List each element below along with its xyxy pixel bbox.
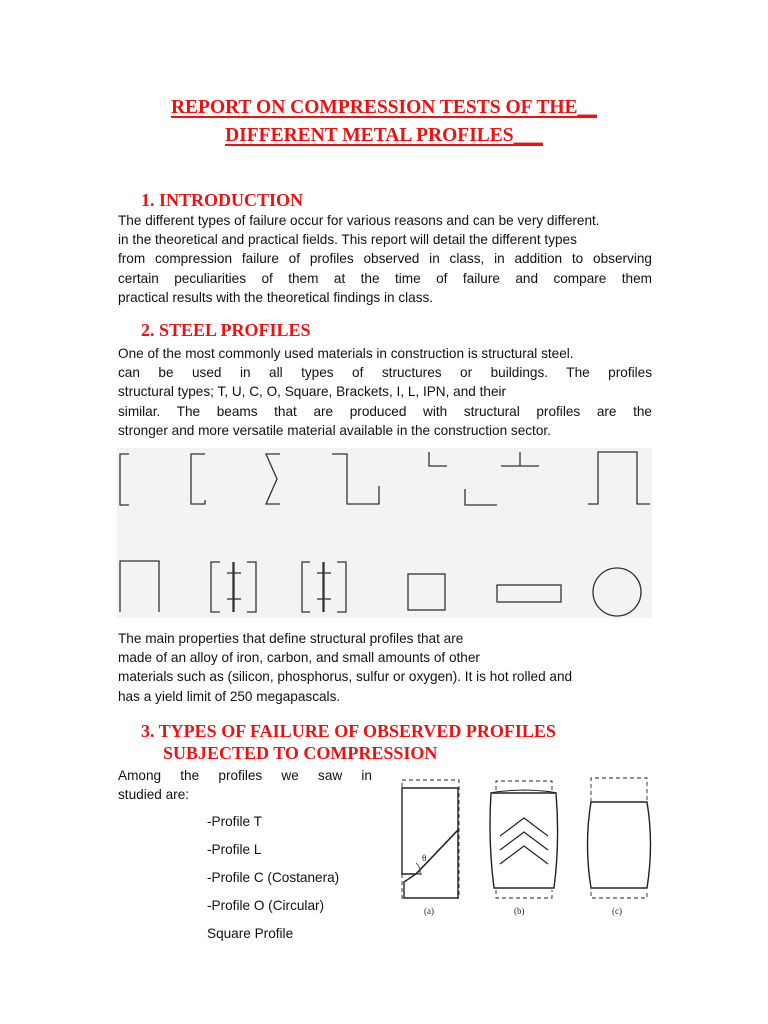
square-profile-shape [408,574,445,610]
paragraph-line: has a yield limit of 250 megapascals. [118,688,341,704]
section-heading-steel-profiles: 2. STEEL PROFILES [141,320,311,340]
profile-shapes-figure [117,448,652,618]
angle-profile-shape [465,489,497,505]
paragraph-line: The main properties that define structural profiles that are [118,631,464,646]
profiles-list [207,812,339,952]
heading-line: SUBJECTED TO COMPRESSION [163,743,438,763]
l-profile-shape [429,452,447,466]
paragraph-line: materials such as (silicon, phosphorus, sulfur or oxygen). It is hot rolled and [118,669,573,685]
z-profile-shape [332,454,379,504]
failure-mode-a-drawing [402,780,459,898]
double-c-profile-shape-d [323,562,346,612]
steel-profiles-paragraph [118,344,652,440]
sigma-profile-shape [266,454,280,504]
failure-mode-b-drawing [490,781,558,898]
caption-b: (b) [514,906,525,916]
introduction-paragraph [118,211,652,307]
title-line-1: REPORT ON COMPRESSION TESTS OF THE [170,97,578,118]
paragraph-line: stronger and more versatile material available in the construction sector. [118,422,551,438]
section-heading-failure-types [141,720,556,764]
list-item: Square Profile [207,926,294,941]
circular-profile-shape [593,568,641,616]
bracket-profile-shape [120,454,129,505]
paragraph-line: made of an alloy of iron, carbon, and small amounts of other [118,650,480,666]
angle-theta-label: θ [422,853,427,863]
paragraph-line: structural types; T, U, C, O, Square, Brackets, I, L, IPN, and their [118,384,507,400]
failure-modes-figure [388,772,660,922]
heading-line: 3. TYPES OF FAILURE OF OBSERVED PROFILES [141,721,556,741]
title-line-2-underscore: ___ [513,125,543,146]
paragraph-line: The different types of failure occur for various reasons and can be very different. [118,213,600,228]
paragraph-line: similar. The beams that are produced with structural profiles are the [118,403,652,419]
title-line-2: DIFFERENT METAL PROFILES [225,125,514,146]
caption-a: (a) [424,906,434,916]
list-item: -Profile T [207,814,262,829]
u-profile-shape [120,561,159,612]
section-heading-introduction: 1. INTRODUCTION [141,190,304,210]
intro-line: Among the profiles we saw in [118,768,372,783]
intro-line: studied are: [118,787,190,803]
failure-mode-c-drawing [588,778,651,898]
paragraph-line: from compression failure of profiles observed in class, in addition to observing [118,251,652,267]
caption-c: (c) [612,906,622,916]
paragraph-line: One of the most commonly used materials in construction is structural steel. [118,346,574,361]
properties-paragraph [118,629,652,706]
paragraph-line: in the theoretical and practical fields. This report will detail the different types [118,232,577,248]
title-line-1-underscore: __ [577,97,598,118]
double-c-profile-shape-c [302,562,324,612]
c-profile-shape [191,454,205,504]
report-title [0,94,768,150]
list-item: -Profile O (Circular) [207,898,325,913]
rectangular-profile-shape [497,585,561,602]
paragraph-line: certain peculiarities of them at the time of failure and compare them [118,270,652,286]
t-profile-shape [501,452,539,466]
double-c-profile-shape-b [233,562,256,612]
hat-profile-shape [588,452,650,504]
list-item: -Profile C (Costanera) [207,870,340,885]
list-item: -Profile L [207,842,262,857]
paragraph-line: can be used in all types of structures or buildings. The profiles [118,365,652,381]
profiles-intro [118,766,372,804]
paragraph-line: practical results with the theoretical findings in class. [118,289,434,305]
double-c-profile-shape-a [211,562,234,612]
